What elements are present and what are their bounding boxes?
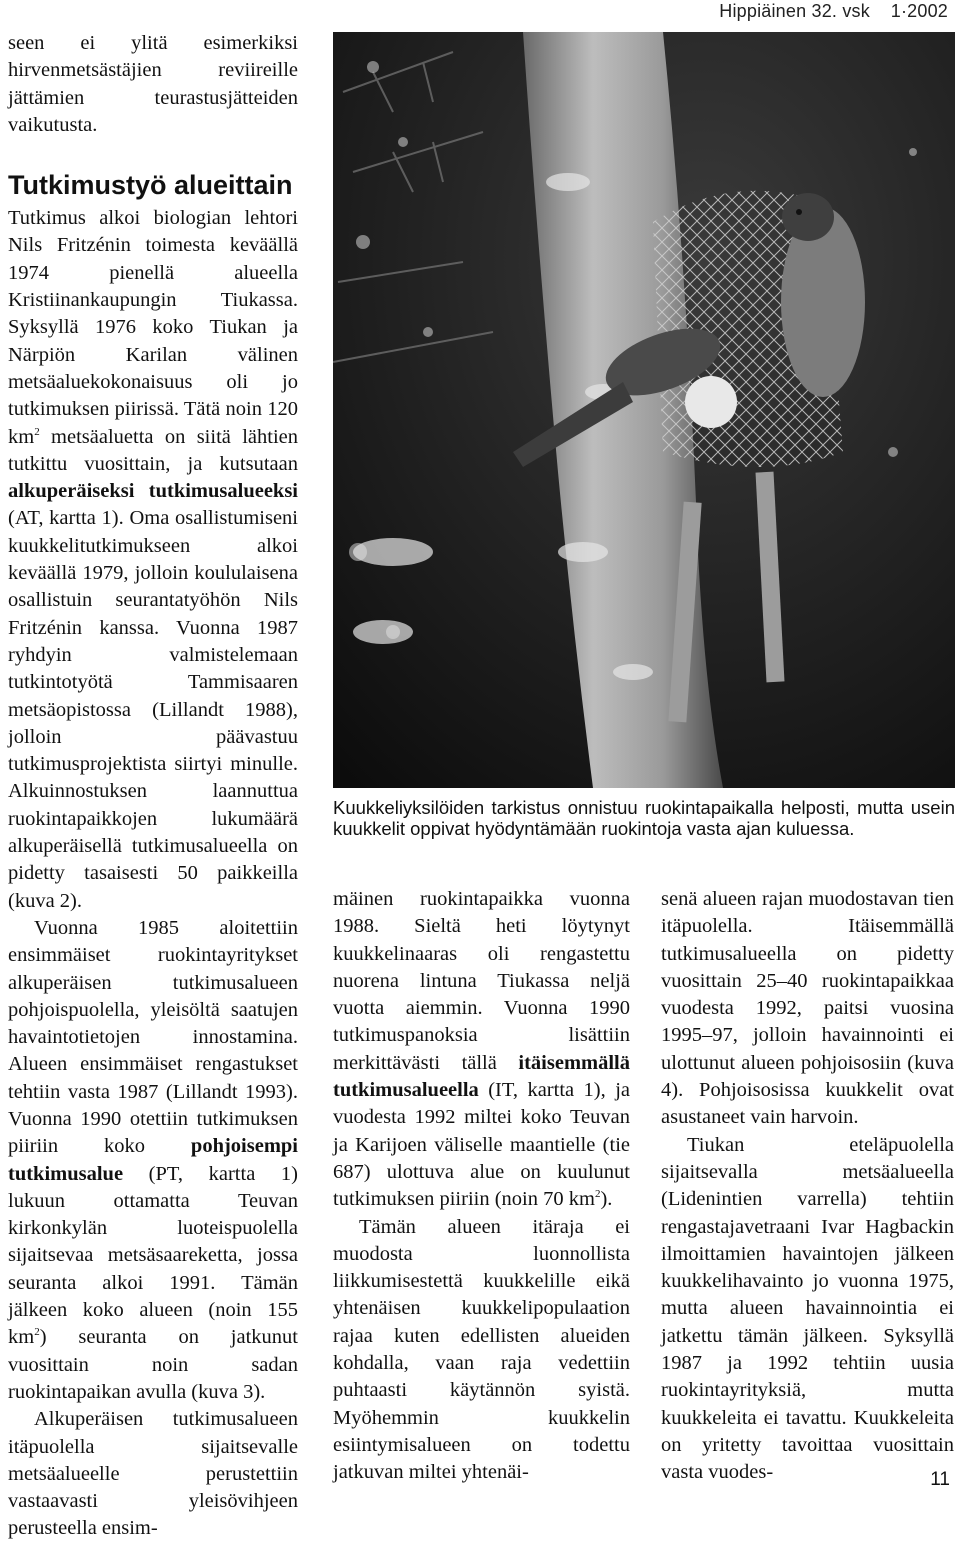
paragraph-southern-area: Tiukan eteläpuolella sijaitsevalla metsäalueella (Lidenintien varrella) tehtiin rengastajavetraani Ivar Hagbackin ilmoittamien havaintojen jälkeen kuukkelihavainto jo vuonna 1975, mutta alueen havainnointia ei jatkettu tämän jälkeen. Syksyllä 1987 ja 1992 tehtiin uusia ruokintayrityksiä, mutta kuukkeleita ei tavattu. Kuukkeleita on yritetty tavoittaa vuosittain vasta vuodes- <box>661 1133 954 1484</box>
journal-title: Hippiäinen 32. vsk <box>719 1 870 21</box>
photo-siberian-jay-at-feeder <box>333 32 955 788</box>
text-column-2 <box>333 886 630 1487</box>
paragraph-intro: seen ei ylitä esimerkiksi hirvenmetsästäjien reviireille jättämien teurastusjätteiden vaikutusta. <box>8 32 298 136</box>
paragraph-eastern-area: Alkuperäisen tutkimusalueen itäpuolella sijaitsevalle metsäalueelle perustettiin vastaavasti yleisövihjeen perusteella ensim- <box>8 1408 298 1540</box>
paragraph-northern-area: Vuonna 1985 aloitettiin ensimmäiset ruokintayritykset alkuperäisen tutkimusalueen pohjoispuolella, yleisöltä saatujen havaintotietojen innostamina. Alueen ensimmäiset rengastukset tehtiin vasta 1987 (Lillandt 1993). Vuonna 1990 otettiin tutkimuksen piiriin koko pohjoisempi tutkimusalue (PT, kartta 1) lukuun ottamatta Teuvan kirkonkylän luoteispuolella sijaitsevaa metsäsaareketta, jossa seuranta alkoi 1991. Tämän jälkeen koko alueen (noin 155 $km^2$) seuranta on jatkunut vuosittain noin sadan ruokintapaikan avulla (kuva 3). <box>8 916 298 1403</box>
issue-number: 1·2002 <box>890 1 948 21</box>
text-column-1 <box>8 30 298 1543</box>
page-number: 11 <box>930 1469 950 1490</box>
text-column-3 <box>661 886 954 1487</box>
running-header <box>719 0 948 22</box>
photo-caption: Kuukkeliyksilöiden tarkistus onnistuu ruokintapaikalla helposti, mutta usein kuukkelit oppivat hyödyntämään ruokintoja vasta ajan kuluessa. <box>333 797 955 839</box>
paragraph-eastern-continued: mäinen ruokintapaikka vuonna 1988. Sieltä heti löytynyt kuukkelinaaras oli rengastettu nuorena lintuna Tiukassa neljä vuotta aiemmin. Vuonna 1990 tutkimuspanoksia lisättiin merkittävästi tällä itäisemmällä tutkimusalueella (IT, kartta 1), ja vuodesta 1992 miltei koko Teuvan ja Karijoen väliselle maantielle (tie 687) ulottuva alue on kuulunut tutkimuksen piiriin (noin 70 $km^2$). <box>333 888 630 1211</box>
paragraph-research-start: Tutkimus alkoi biologian lehtori Nils Fritzénin toimesta keväällä 1974 pienellä alueella Kristiinankaupungin Tiukassa. Syksyllä 1976 koko Tiukan ja Närpiön Karilan välinen metsäaluekokonaisuus oli jo tutkimuksen piirissä. Tätä noin 120 $km^2$ metsäaluetta on siitä lähtien tutkittu vuosittain, ja kutsutaan alkuperäiseksi tutkimusalueeksi (AT, kartta 1). Oma osallistumiseni kuukkelitutkimukseen alkoi keväällä 1979, jolloin koululaisena osallistuin seurantatyöhön Nils Fritzénin kanssa. Vuonna 1987 ryhdyin valmistelemaan tutkintotyötä Tammisaaren metsäopistossa (Lillandt 1988), jolloin päävastuu tutkimusprojektista siirtyi minulle. Alkuinnostuksen laannuttua ruokintapaikkojen lukumäärä alkuperäisellä tutkimusalueella on pidetty tasaisesti 50 paikkeilla (kuva 2). <box>8 207 298 912</box>
section-heading: Tutkimustyö alueittain <box>8 170 293 201</box>
paragraph-east-border: Tämän alueen itäraja ei muodosta luonnollista liikkumisestettä kuukkelille eikä yhtenäisen kuukkelipopulaation rajaa kuten edellisten alueiden kohdalla, vaan raja vedettiin puhtaasti käytännön syistä. Myöhemmin kuukkelin esiintymisalueen on todettu jatkuvan miltei yhtenäi- <box>333 1215 630 1484</box>
paragraph-east-border-continued: senä alueen rajan muodostavan tien itäpuolella. Itäisemmällä tutkimusalueella on pidetty vuosittain 25–40 ruokintapaikkaa vuodesta 1992, paitsi vuosina 1995–97, jolloin havainnointi ei ulottunut alueen pohjoisosiin (kuva 4). Pohjoisosissa kuukkelit ovat asustaneet vain harvoin. <box>661 888 954 1129</box>
